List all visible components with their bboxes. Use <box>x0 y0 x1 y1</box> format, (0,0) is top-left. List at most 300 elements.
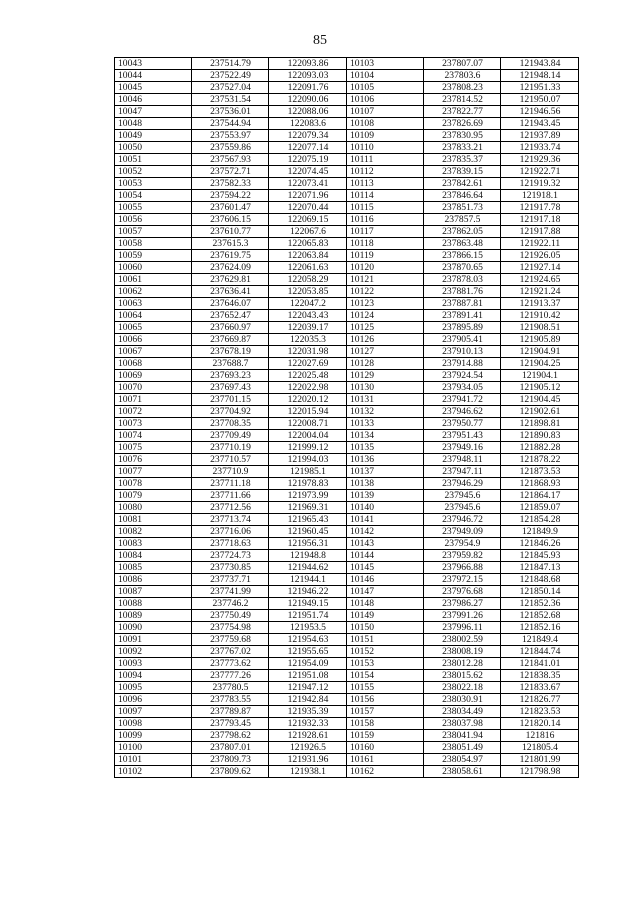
point-id-cell: 10131 <box>347 394 424 406</box>
y-coordinate-cell: 121833.67 <box>501 682 579 694</box>
point-id-cell: 10092 <box>115 646 192 658</box>
point-id-cell: 10082 <box>115 526 192 538</box>
table-row <box>115 250 579 262</box>
y-coordinate-cell: 122047.2 <box>269 298 347 310</box>
table-row <box>115 226 579 238</box>
x-coordinate-cell: 237601.47 <box>192 202 269 214</box>
point-id-cell: 10077 <box>115 466 192 478</box>
table-row <box>115 358 579 370</box>
y-coordinate-cell: 121904.25 <box>501 358 579 370</box>
point-id-cell: 10044 <box>115 70 192 82</box>
table-row <box>115 262 579 274</box>
point-id-cell: 10100 <box>115 742 192 754</box>
point-id-cell: 10107 <box>347 106 424 118</box>
table-row <box>115 298 579 310</box>
point-id-cell: 10106 <box>347 94 424 106</box>
table-row <box>115 562 579 574</box>
y-coordinate-cell: 121878.22 <box>501 454 579 466</box>
point-id-cell: 10081 <box>115 514 192 526</box>
x-coordinate-cell: 237949.09 <box>424 526 501 538</box>
x-coordinate-cell: 237949.16 <box>424 442 501 454</box>
point-id-cell: 10159 <box>347 730 424 742</box>
x-coordinate-cell: 238037.98 <box>424 718 501 730</box>
y-coordinate-cell: 121850.14 <box>501 586 579 598</box>
x-coordinate-cell: 237750.49 <box>192 610 269 622</box>
table-row <box>115 478 579 490</box>
point-id-cell: 10065 <box>115 322 192 334</box>
y-coordinate-cell: 121953.5 <box>269 622 347 634</box>
x-coordinate-cell: 237711.18 <box>192 478 269 490</box>
x-coordinate-cell: 238008.19 <box>424 646 501 658</box>
table-row <box>115 406 579 418</box>
table-row <box>115 286 579 298</box>
point-id-cell: 10090 <box>115 622 192 634</box>
y-coordinate-cell: 121918.1 <box>501 190 579 202</box>
y-coordinate-cell: 121951.74 <box>269 610 347 622</box>
point-id-cell: 10157 <box>347 706 424 718</box>
x-coordinate-cell: 237809.73 <box>192 754 269 766</box>
y-coordinate-cell: 121938.1 <box>269 766 347 778</box>
table-row <box>115 526 579 538</box>
x-coordinate-cell: 237767.02 <box>192 646 269 658</box>
point-id-cell: 10156 <box>347 694 424 706</box>
table-row <box>115 394 579 406</box>
point-id-cell: 10059 <box>115 250 192 262</box>
table-row <box>115 658 579 670</box>
point-id-cell: 10152 <box>347 646 424 658</box>
point-id-cell: 10124 <box>347 310 424 322</box>
x-coordinate-cell: 237710.9 <box>192 466 269 478</box>
x-coordinate-cell: 237946.72 <box>424 514 501 526</box>
y-coordinate-cell: 121921.24 <box>501 286 579 298</box>
point-id-cell: 10147 <box>347 586 424 598</box>
x-coordinate-cell: 237629.81 <box>192 274 269 286</box>
point-id-cell: 10138 <box>347 478 424 490</box>
x-coordinate-cell: 237945.6 <box>424 490 501 502</box>
point-id-cell: 10050 <box>115 142 192 154</box>
table-row <box>115 706 579 718</box>
table-row <box>115 682 579 694</box>
x-coordinate-cell: 237615.3 <box>192 238 269 250</box>
y-coordinate-cell: 121849.4 <box>501 634 579 646</box>
point-id-cell: 10145 <box>347 562 424 574</box>
x-coordinate-cell: 237678.19 <box>192 346 269 358</box>
x-coordinate-cell: 237709.49 <box>192 430 269 442</box>
x-coordinate-cell: 237996.11 <box>424 622 501 634</box>
point-id-cell: 10161 <box>347 754 424 766</box>
y-coordinate-cell: 122043.43 <box>269 310 347 322</box>
point-id-cell: 10115 <box>347 202 424 214</box>
y-coordinate-cell: 121845.93 <box>501 550 579 562</box>
y-coordinate-cell: 121917.88 <box>501 226 579 238</box>
point-id-cell: 10101 <box>115 754 192 766</box>
x-coordinate-cell: 237947.11 <box>424 466 501 478</box>
y-coordinate-cell: 121919.32 <box>501 178 579 190</box>
table-row <box>115 274 579 286</box>
x-coordinate-cell: 237798.62 <box>192 730 269 742</box>
y-coordinate-cell: 122090.06 <box>269 94 347 106</box>
x-coordinate-cell: 237737.71 <box>192 574 269 586</box>
table-row <box>115 718 579 730</box>
x-coordinate-cell: 237777.26 <box>192 670 269 682</box>
point-id-cell: 10102 <box>115 766 192 778</box>
y-coordinate-cell: 121951.08 <box>269 670 347 682</box>
x-coordinate-cell: 237610.77 <box>192 226 269 238</box>
y-coordinate-cell: 121950.07 <box>501 94 579 106</box>
point-id-cell: 10119 <box>347 250 424 262</box>
point-id-cell: 10087 <box>115 586 192 598</box>
point-id-cell: 10063 <box>115 298 192 310</box>
point-id-cell: 10134 <box>347 430 424 442</box>
y-coordinate-cell: 121942.84 <box>269 694 347 706</box>
y-coordinate-cell: 121928.61 <box>269 730 347 742</box>
x-coordinate-cell: 237826.69 <box>424 118 501 130</box>
y-coordinate-cell: 121820.14 <box>501 718 579 730</box>
point-id-cell: 10084 <box>115 550 192 562</box>
x-coordinate-cell: 237941.72 <box>424 394 501 406</box>
y-coordinate-cell: 122063.84 <box>269 250 347 262</box>
point-id-cell: 10079 <box>115 490 192 502</box>
y-coordinate-cell: 121935.39 <box>269 706 347 718</box>
x-coordinate-cell: 238002.59 <box>424 634 501 646</box>
x-coordinate-cell: 237669.87 <box>192 334 269 346</box>
x-coordinate-cell: 237572.71 <box>192 166 269 178</box>
x-coordinate-cell: 237954.9 <box>424 538 501 550</box>
x-coordinate-cell: 237514.79 <box>192 58 269 70</box>
point-id-cell: 10160 <box>347 742 424 754</box>
point-id-cell: 10146 <box>347 574 424 586</box>
x-coordinate-cell: 238034.49 <box>424 706 501 718</box>
point-id-cell: 10141 <box>347 514 424 526</box>
y-coordinate-cell: 121943.84 <box>501 58 579 70</box>
point-id-cell: 10080 <box>115 502 192 514</box>
y-coordinate-cell: 122015.94 <box>269 406 347 418</box>
x-coordinate-cell: 237567.93 <box>192 154 269 166</box>
table-row <box>115 382 579 394</box>
y-coordinate-cell: 122027.69 <box>269 358 347 370</box>
table-row <box>115 370 579 382</box>
x-coordinate-cell: 237808.23 <box>424 82 501 94</box>
point-id-cell: 10133 <box>347 418 424 430</box>
y-coordinate-cell: 121852.16 <box>501 622 579 634</box>
x-coordinate-cell: 237780.5 <box>192 682 269 694</box>
y-coordinate-cell: 121801.99 <box>501 754 579 766</box>
table-row <box>115 82 579 94</box>
point-id-cell: 10111 <box>347 154 424 166</box>
table-row <box>115 142 579 154</box>
point-id-cell: 10155 <box>347 682 424 694</box>
point-id-cell: 10129 <box>347 370 424 382</box>
point-id-cell: 10093 <box>115 658 192 670</box>
point-id-cell: 10127 <box>347 346 424 358</box>
page-number: 85 <box>313 33 327 48</box>
x-coordinate-cell: 237878.03 <box>424 274 501 286</box>
x-coordinate-cell: 237986.27 <box>424 598 501 610</box>
point-id-cell: 10118 <box>347 238 424 250</box>
y-coordinate-cell: 121844.74 <box>501 646 579 658</box>
point-id-cell: 10153 <box>347 658 424 670</box>
x-coordinate-cell: 237701.15 <box>192 394 269 406</box>
y-coordinate-cell: 121917.18 <box>501 214 579 226</box>
x-coordinate-cell: 237730.85 <box>192 562 269 574</box>
x-coordinate-cell: 237711.66 <box>192 490 269 502</box>
x-coordinate-cell: 237881.76 <box>424 286 501 298</box>
x-coordinate-cell: 237559.86 <box>192 142 269 154</box>
point-id-cell: 10049 <box>115 130 192 142</box>
table-row <box>115 742 579 754</box>
y-coordinate-cell: 122058.29 <box>269 274 347 286</box>
coordinates-table-body <box>115 58 579 778</box>
x-coordinate-cell: 237950.77 <box>424 418 501 430</box>
point-id-cell: 10130 <box>347 382 424 394</box>
y-coordinate-cell: 121905.89 <box>501 334 579 346</box>
x-coordinate-cell: 237710.57 <box>192 454 269 466</box>
point-id-cell: 10047 <box>115 106 192 118</box>
point-id-cell: 10086 <box>115 574 192 586</box>
table-row <box>115 586 579 598</box>
table-row <box>115 94 579 106</box>
point-id-cell: 10057 <box>115 226 192 238</box>
x-coordinate-cell: 237660.97 <box>192 322 269 334</box>
point-id-cell: 10113 <box>347 178 424 190</box>
x-coordinate-cell: 237712.56 <box>192 502 269 514</box>
x-coordinate-cell: 237724.73 <box>192 550 269 562</box>
table-row <box>115 214 579 226</box>
x-coordinate-cell: 237862.05 <box>424 226 501 238</box>
x-coordinate-cell: 237718.63 <box>192 538 269 550</box>
point-id-cell: 10148 <box>347 598 424 610</box>
point-id-cell: 10143 <box>347 538 424 550</box>
point-id-cell: 10062 <box>115 286 192 298</box>
y-coordinate-cell: 121882.28 <box>501 442 579 454</box>
y-coordinate-cell: 121926.05 <box>501 250 579 262</box>
point-id-cell: 10135 <box>347 442 424 454</box>
x-coordinate-cell: 237746.2 <box>192 598 269 610</box>
table-row <box>115 430 579 442</box>
table-row <box>115 514 579 526</box>
x-coordinate-cell: 237527.04 <box>192 82 269 94</box>
x-coordinate-cell: 237754.98 <box>192 622 269 634</box>
point-id-cell: 10067 <box>115 346 192 358</box>
point-id-cell: 10095 <box>115 682 192 694</box>
y-coordinate-cell: 121849.9 <box>501 526 579 538</box>
table-row <box>115 178 579 190</box>
y-coordinate-cell: 121898.81 <box>501 418 579 430</box>
table-row <box>115 634 579 646</box>
y-coordinate-cell: 122065.83 <box>269 238 347 250</box>
x-coordinate-cell: 237946.62 <box>424 406 501 418</box>
point-id-cell: 10105 <box>347 82 424 94</box>
y-coordinate-cell: 121931.96 <box>269 754 347 766</box>
point-id-cell: 10051 <box>115 154 192 166</box>
point-id-cell: 10128 <box>347 358 424 370</box>
y-coordinate-cell: 121978.83 <box>269 478 347 490</box>
x-coordinate-cell: 237905.41 <box>424 334 501 346</box>
table-row <box>115 646 579 658</box>
y-coordinate-cell: 122061.63 <box>269 262 347 274</box>
y-coordinate-cell: 121932.33 <box>269 718 347 730</box>
y-coordinate-cell: 121913.37 <box>501 298 579 310</box>
table-row <box>115 538 579 550</box>
y-coordinate-cell: 121949.15 <box>269 598 347 610</box>
y-coordinate-cell: 121917.78 <box>501 202 579 214</box>
y-coordinate-cell: 121904.1 <box>501 370 579 382</box>
y-coordinate-cell: 122025.48 <box>269 370 347 382</box>
y-coordinate-cell: 121956.31 <box>269 538 347 550</box>
point-id-cell: 10123 <box>347 298 424 310</box>
x-coordinate-cell: 238015.62 <box>424 670 501 682</box>
x-coordinate-cell: 237783.55 <box>192 694 269 706</box>
point-id-cell: 10144 <box>347 550 424 562</box>
y-coordinate-cell: 121955.65 <box>269 646 347 658</box>
point-id-cell: 10078 <box>115 478 192 490</box>
point-id-cell: 10151 <box>347 634 424 646</box>
x-coordinate-cell: 237553.97 <box>192 130 269 142</box>
y-coordinate-cell: 121999.12 <box>269 442 347 454</box>
x-coordinate-cell: 237704.92 <box>192 406 269 418</box>
y-coordinate-cell: 121947.12 <box>269 682 347 694</box>
point-id-cell: 10132 <box>347 406 424 418</box>
y-coordinate-cell: 121922.71 <box>501 166 579 178</box>
y-coordinate-cell: 121852.36 <box>501 598 579 610</box>
table-row <box>115 574 579 586</box>
point-id-cell: 10048 <box>115 118 192 130</box>
table-row <box>115 190 579 202</box>
x-coordinate-cell: 237708.35 <box>192 418 269 430</box>
y-coordinate-cell: 121994.03 <box>269 454 347 466</box>
x-coordinate-cell: 237976.68 <box>424 586 501 598</box>
x-coordinate-cell: 238054.97 <box>424 754 501 766</box>
y-coordinate-cell: 122093.86 <box>269 58 347 70</box>
x-coordinate-cell: 237793.45 <box>192 718 269 730</box>
y-coordinate-cell: 121847.13 <box>501 562 579 574</box>
point-id-cell: 10158 <box>347 718 424 730</box>
x-coordinate-cell: 237773.62 <box>192 658 269 670</box>
point-id-cell: 10055 <box>115 202 192 214</box>
table-row <box>115 466 579 478</box>
x-coordinate-cell: 237895.89 <box>424 322 501 334</box>
point-id-cell: 10061 <box>115 274 192 286</box>
y-coordinate-cell: 121826.77 <box>501 694 579 706</box>
y-coordinate-cell: 121864.17 <box>501 490 579 502</box>
y-coordinate-cell: 121929.36 <box>501 154 579 166</box>
table-row <box>115 670 579 682</box>
y-coordinate-cell: 122070.44 <box>269 202 347 214</box>
y-coordinate-cell: 121954.63 <box>269 634 347 646</box>
table-row <box>115 334 579 346</box>
x-coordinate-cell: 237544.94 <box>192 118 269 130</box>
table-row <box>115 322 579 334</box>
y-coordinate-cell: 121823.53 <box>501 706 579 718</box>
point-id-cell: 10150 <box>347 622 424 634</box>
y-coordinate-cell: 122075.19 <box>269 154 347 166</box>
point-id-cell: 10083 <box>115 538 192 550</box>
point-id-cell: 10097 <box>115 706 192 718</box>
y-coordinate-cell: 121841.01 <box>501 658 579 670</box>
point-id-cell: 10120 <box>347 262 424 274</box>
y-coordinate-cell: 122022.98 <box>269 382 347 394</box>
x-coordinate-cell: 237822.77 <box>424 106 501 118</box>
x-coordinate-cell: 237835.37 <box>424 154 501 166</box>
table-row <box>115 346 579 358</box>
x-coordinate-cell: 238022.18 <box>424 682 501 694</box>
x-coordinate-cell: 237991.26 <box>424 610 501 622</box>
y-coordinate-cell: 121946.56 <box>501 106 579 118</box>
table-row <box>115 70 579 82</box>
table-row <box>115 130 579 142</box>
point-id-cell: 10142 <box>347 526 424 538</box>
point-id-cell: 10108 <box>347 118 424 130</box>
point-id-cell: 10096 <box>115 694 192 706</box>
y-coordinate-cell: 121904.45 <box>501 394 579 406</box>
point-id-cell: 10045 <box>115 82 192 94</box>
x-coordinate-cell: 238051.49 <box>424 742 501 754</box>
y-coordinate-cell: 121890.83 <box>501 430 579 442</box>
x-coordinate-cell: 237688.7 <box>192 358 269 370</box>
y-coordinate-cell: 122088.06 <box>269 106 347 118</box>
point-id-cell: 10071 <box>115 394 192 406</box>
table-row <box>115 442 579 454</box>
point-id-cell: 10140 <box>347 502 424 514</box>
table-row <box>115 154 579 166</box>
point-id-cell: 10154 <box>347 670 424 682</box>
x-coordinate-cell: 237972.15 <box>424 574 501 586</box>
point-id-cell: 10110 <box>347 142 424 154</box>
y-coordinate-cell: 122020.12 <box>269 394 347 406</box>
x-coordinate-cell: 237582.33 <box>192 178 269 190</box>
point-id-cell: 10139 <box>347 490 424 502</box>
y-coordinate-cell: 121926.5 <box>269 742 347 754</box>
table-row <box>115 490 579 502</box>
x-coordinate-cell: 237924.54 <box>424 370 501 382</box>
x-coordinate-cell: 237713.74 <box>192 514 269 526</box>
x-coordinate-cell: 237594.22 <box>192 190 269 202</box>
y-coordinate-cell: 121985.1 <box>269 466 347 478</box>
y-coordinate-cell: 121927.14 <box>501 262 579 274</box>
y-coordinate-cell: 122093.03 <box>269 70 347 82</box>
y-coordinate-cell: 122079.34 <box>269 130 347 142</box>
y-coordinate-cell: 121954.09 <box>269 658 347 670</box>
y-coordinate-cell: 122073.41 <box>269 178 347 190</box>
x-coordinate-cell: 237789.87 <box>192 706 269 718</box>
x-coordinate-cell: 237846.64 <box>424 190 501 202</box>
y-coordinate-cell: 121946.22 <box>269 586 347 598</box>
x-coordinate-cell: 237842.61 <box>424 178 501 190</box>
point-id-cell: 10070 <box>115 382 192 394</box>
x-coordinate-cell: 237803.6 <box>424 70 501 82</box>
point-id-cell: 10053 <box>115 178 192 190</box>
x-coordinate-cell: 237809.62 <box>192 766 269 778</box>
point-id-cell: 10114 <box>347 190 424 202</box>
point-id-cell: 10149 <box>347 610 424 622</box>
x-coordinate-cell: 237866.15 <box>424 250 501 262</box>
y-coordinate-cell: 122004.04 <box>269 430 347 442</box>
y-coordinate-cell: 122077.14 <box>269 142 347 154</box>
x-coordinate-cell: 238030.91 <box>424 694 501 706</box>
table-row <box>115 166 579 178</box>
table-row <box>115 418 579 430</box>
x-coordinate-cell: 237857.5 <box>424 214 501 226</box>
x-coordinate-cell: 237522.49 <box>192 70 269 82</box>
y-coordinate-cell: 121922.11 <box>501 238 579 250</box>
point-id-cell: 10122 <box>347 286 424 298</box>
table-row <box>115 118 579 130</box>
point-id-cell: 10046 <box>115 94 192 106</box>
y-coordinate-cell: 121973.99 <box>269 490 347 502</box>
y-coordinate-cell: 121933.74 <box>501 142 579 154</box>
y-coordinate-cell: 121969.31 <box>269 502 347 514</box>
y-coordinate-cell: 121805.4 <box>501 742 579 754</box>
